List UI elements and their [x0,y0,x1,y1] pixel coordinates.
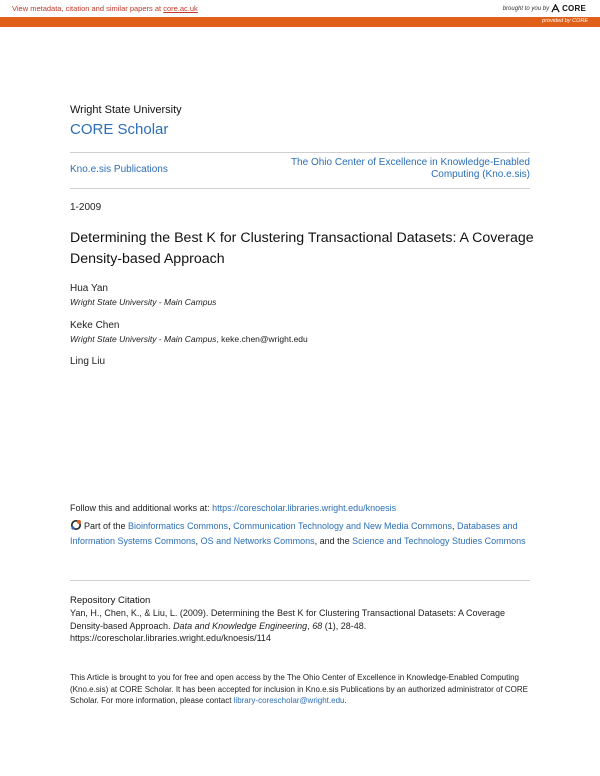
commons-link-communication[interactable]: Communication Technology and New Media Commons [233,521,453,531]
series-link[interactable]: Kno.e.sis Publications [70,164,168,175]
provided-by-text: provided by CORE [542,18,588,24]
citation-main: Yan, H., Chen, K., & Liu, L. (2009). Determining the Best K for Clustering Transactional Datasets: A Coverage Density-based Approach. [70,608,506,631]
brought-by-core[interactable] [503,4,586,13]
separator-text: , and the [314,536,353,546]
core-ac-uk-link[interactable]: core.ac.uk [163,4,198,13]
publication-date: 1-2009 [70,202,102,213]
author-name: Hua Yan [70,283,108,294]
citation-volume: 68 [312,620,323,631]
collection-url-link[interactable]: https://corescholar.libraries.wright.edu/knoesis [212,503,397,513]
orange-provider-bar [0,17,600,27]
core-logo-icon [551,4,560,13]
repository-link[interactable]: CORE Scholar [70,121,169,138]
notice-end: . [344,696,347,705]
network-commons-icon [70,519,82,531]
contact-email-link[interactable]: library-corescholar@wright.edu [233,696,345,705]
citation-journal: Data and Knowledge Engineering [173,620,308,631]
access-notice [70,672,540,707]
center-link[interactable]: The Ohio Center of Excellence in Knowledge-Enabled Computing (Kno.e.sis) [290,157,530,180]
follow-prefix: Follow this and additional works at: [70,503,213,513]
notice-text: This Article is brought to you for free and open access by the The Ohio Center of Excellence in Knowledge-Enabled Computing (Kno.e.sis) at CORE Scholar. It has been accepted for inclusion in Kno.e.sis Publications by an authorized administrator of CORE Scholar. For more information, please contact [70,673,529,705]
metadata-link[interactable] [12,4,198,13]
affiliation-text: Wright State University - Main Campus [70,334,217,344]
separator-text: , [228,521,234,531]
follow-line [70,503,396,513]
brought-to-you-text: brought to you by [502,5,550,12]
separator-text: , [452,521,458,531]
author-name: Keke Chen [70,320,120,331]
citation-pages: (1), 28-48. [322,620,367,631]
core-logo-text: CORE [562,4,586,13]
commons-link-os-networks[interactable]: OS and Networks Commons [200,536,315,546]
author-affiliation [70,334,308,344]
citation-text [70,607,540,645]
affiliation-text: Wright State University - Main Campus [70,297,217,307]
divider [70,188,530,189]
separator-text: , [195,536,201,546]
commons-link-databases[interactable]: Databases and Information Systems Commons [70,521,518,546]
divider [70,580,530,581]
institution-name: Wright State University [70,104,182,116]
separator-text: , [307,620,313,631]
document-title: Determining the Best K for Clustering Transactional Datasets: A Coverage Density-based Approach [70,230,534,267]
author-name: Ling Liu [70,356,106,367]
author-affiliation [70,297,216,307]
part-of-commons [70,519,540,549]
commons-link-science-technology[interactable]: Science and Technology Studies Commons [352,536,526,546]
divider [70,152,530,153]
metadata-link-text: View metadata, citation and similar papers at [12,4,164,13]
citation-heading: Repository Citation [70,595,151,606]
author-email: , keke.chen@wright.edu [216,334,308,344]
part-of-prefix: Part of the [84,521,129,531]
citation-url[interactable]: https://corescholar.libraries.wright.edu/knoesis/114 [70,633,271,643]
commons-link-bioinformatics[interactable]: Bioinformatics Commons [128,521,229,531]
